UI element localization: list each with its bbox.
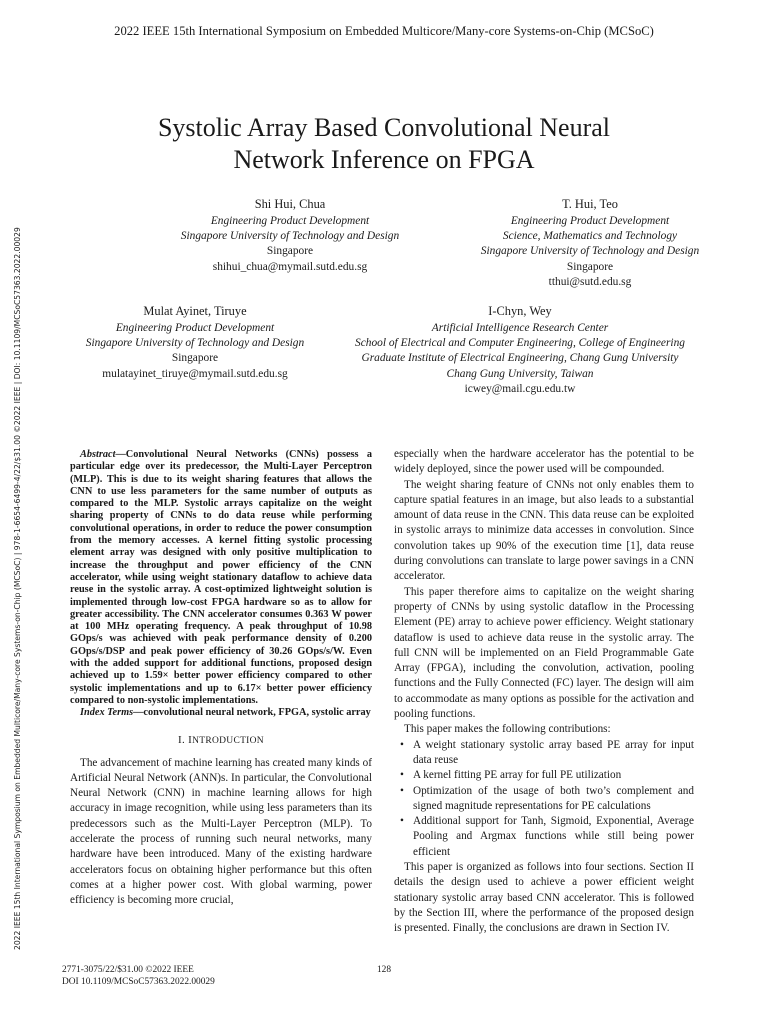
page-number: 128 bbox=[376, 965, 392, 975]
author-location: Singapore bbox=[566, 260, 614, 273]
section-number: I. bbox=[178, 733, 186, 746]
bullet-icon: • bbox=[400, 784, 404, 797]
paragraph: This paper therefore aims to capitalize on the weight sharing property of CNNs by using systolic dataflow in the Processing Element (PE) array to achieve power efficiency. Weight stationary dataflow is used to achieve data reuse in the systolic array. The full CNN will be implemented on an Field Programmable Gate Array (FPGA), including the convolution, activation, pooling functions and the Fully Connected (FC) layer. The design will aim to accommodate as many options as possible for the activation and pooling functions. bbox=[394, 585, 694, 721]
author-block-1 bbox=[140, 196, 440, 275]
list-item bbox=[394, 814, 694, 860]
abstract bbox=[70, 449, 372, 720]
author-affiliation: School of Electrical and Computer Engineering, College of Engineering bbox=[355, 337, 685, 350]
author-affiliation: Science, Mathematics and Technology bbox=[502, 230, 678, 243]
author-affiliation: Artificial Intelligence Research Center bbox=[431, 322, 609, 334]
list-item bbox=[394, 768, 694, 783]
author-email: tthui@sutd.edu.sg bbox=[548, 275, 632, 288]
author-email: mulatayinet_tiruye@mymail.sutd.edu.sg bbox=[102, 367, 288, 380]
author-affiliation: Singapore University of Technology and Design bbox=[480, 245, 700, 258]
paragraph: The weight sharing feature of CNNs not only enables them to capture spatial features in an image, but also leads to a substantial amount of data reuse in the CNN. This data reuse can be exploited in systolic arrays to minimize data accesses in convolution. Since convolution takes up 90% of the execution time [1], data reuse during convolutions can translate to large power savings in a CNN accelerator. bbox=[394, 478, 694, 583]
author-name: Shi Hui, Chua bbox=[254, 197, 326, 211]
footer-issn: 2771-3075/22/$31.00 ©2022 IEEE bbox=[62, 965, 194, 975]
index-terms-label: Index Terms bbox=[80, 707, 134, 719]
section-heading-introduction bbox=[70, 734, 372, 746]
author-name: Mulat Ayinet, Tiruye bbox=[143, 304, 247, 318]
section-title-first-letter: I bbox=[188, 733, 193, 746]
title-line-2: Network Inference on FPGA bbox=[233, 145, 535, 174]
list-item-text: A weight stationary systolic array based PE array for input data reuse bbox=[413, 738, 694, 766]
author-affiliation: Chang Gung University, Taiwan bbox=[446, 367, 594, 380]
author-block-4 bbox=[320, 303, 720, 397]
author-location: Singapore bbox=[171, 352, 219, 365]
list-item-text: Optimization of the usage of both two’s complement and signed magnitude representations for PE calculations bbox=[413, 784, 694, 812]
paragraph: This paper is organized as follows into four sections. Section II details the design used to achieve a power efficient weight stationary systolic array based CNN accelerator. This is followed by the Section III, where the performance of the proposed design is presented. Finally, the conclusions are drawn in Section IV. bbox=[394, 861, 694, 935]
bullet-icon: • bbox=[400, 769, 404, 782]
bullet-icon: • bbox=[400, 815, 404, 828]
list-item-text: A kernel fitting PE array for full PE utilization bbox=[413, 769, 622, 782]
list-item bbox=[394, 738, 694, 769]
author-affiliation: Graduate Institute of Electrical Engineering, Chang Gung University bbox=[361, 352, 679, 365]
paragraph: especially when the hardware accelerator has the potential to be widely deployed, since the power used will be compounded. bbox=[394, 448, 694, 476]
abstract-label: Abstract bbox=[80, 449, 116, 460]
section-title-rest: NTRODUCTION bbox=[192, 735, 264, 746]
author-email: icwey@mail.cgu.edu.tw bbox=[464, 382, 576, 395]
author-location: Singapore bbox=[266, 245, 314, 258]
author-affiliation: Engineering Product Development bbox=[510, 215, 670, 227]
author-name: I-Chyn, Wey bbox=[488, 304, 552, 318]
author-email: shihui_chua@mymail.sutd.edu.sg bbox=[212, 260, 368, 273]
footer-doi: DOI 10.1109/MCSoC57363.2022.00029 bbox=[62, 976, 215, 987]
list-item-text: Additional support for Tanh, Sigmoid, Exponential, Average Pooling and Argmax functions while still being power efficient bbox=[413, 815, 694, 858]
list-item bbox=[394, 784, 694, 815]
paragraph: This paper makes the following contributions: bbox=[404, 723, 611, 736]
author-affiliation: Singapore University of Technology and Design bbox=[85, 337, 305, 350]
introduction-body bbox=[70, 756, 372, 909]
bullet-icon: • bbox=[400, 738, 404, 751]
conference-header: 2022 IEEE 15th International Symposium on Embedded Multicore/Many-core Systems-on-Chip (MCSoC) bbox=[114, 24, 654, 38]
index-terms-text: —convolutional neural network, FPGA, systolic array bbox=[133, 707, 371, 719]
contribution-list bbox=[394, 738, 694, 860]
author-block-2 bbox=[440, 196, 740, 290]
title-line-1: Systolic Array Based Convolutional Neural bbox=[157, 113, 611, 142]
left-column bbox=[70, 449, 372, 909]
author-affiliation: Singapore University of Technology and Design bbox=[180, 230, 400, 243]
paragraph: The advancement of machine learning has created many kinds of Artificial Neural Network (ANN)s. In particular, the Convolutional Neural Network (CNN) in machine learning allows for high accuracy in image recognition, while using less parameters than its predecessors such as the Multi-Layer Perceptron (MLP). To accelerate the process of running such neural networks, many hardware have been introduced. Many of the existing hardware accelerators focus on obtaining higher performance but this often comes at a higher power cost. With global warming, power efficiency is becoming more crucial, bbox=[70, 756, 372, 907]
right-column bbox=[394, 447, 694, 937]
sidebar-citation: 2022 IEEE 15th International Symposium on Embedded Multicore/Many-core Systems-on-Chip (MCSoC) | 978-1-6654-6499-4/22/$31.00 ©2022 IEEE | DOI: 10.1109/MCSoC57363.2022.00029 bbox=[13, 227, 22, 950]
author-name: T. Hui, Teo bbox=[562, 197, 618, 211]
abstract-text: —Convolutional Neural Networks (CNNs) possess a particular edge over its predecessor, the Multi-Layer Perceptron (MLP). This is due to its weight sharing features that allows the CNN to use less parameters for the same number of outputs as compared to the MLP. Systolic arrays capitalize on the weight sharing property of CNNs to do data reuse while performing convolutional operations, in order to reduce the power consumption from the memory accesses. A kernel fitting systolic processing element array was designed with only positive multiplication to increase the throughput and power efficiency of the CNN accelerator, while using weight stationary dataflow to achieve data reuse in the systolic array. A cost-optimized lightweight solution is implemented through low-cost FPGA hardware so as to allow for greater accessibility. The CNN accelerator consumes 0.363 W power at 100 MHz operating frequency. A peak throughput of 10.98 GOps/s was achieved with peak performance density of 0.200 GOps/s/DSP and peak power efficiency of 30.26 GOps/s/W. Even with the added support for additional functions, proposed design achieved up to 1.59× better power efficiency compared to other systolic implementations and up to 6.17× better power efficiency compared to non-systolic implementations. bbox=[70, 449, 372, 706]
author-block-3 bbox=[60, 303, 330, 382]
author-affiliation: Engineering Product Development bbox=[210, 215, 370, 227]
author-affiliation: Engineering Product Development bbox=[115, 322, 275, 334]
paper-title bbox=[84, 112, 684, 176]
